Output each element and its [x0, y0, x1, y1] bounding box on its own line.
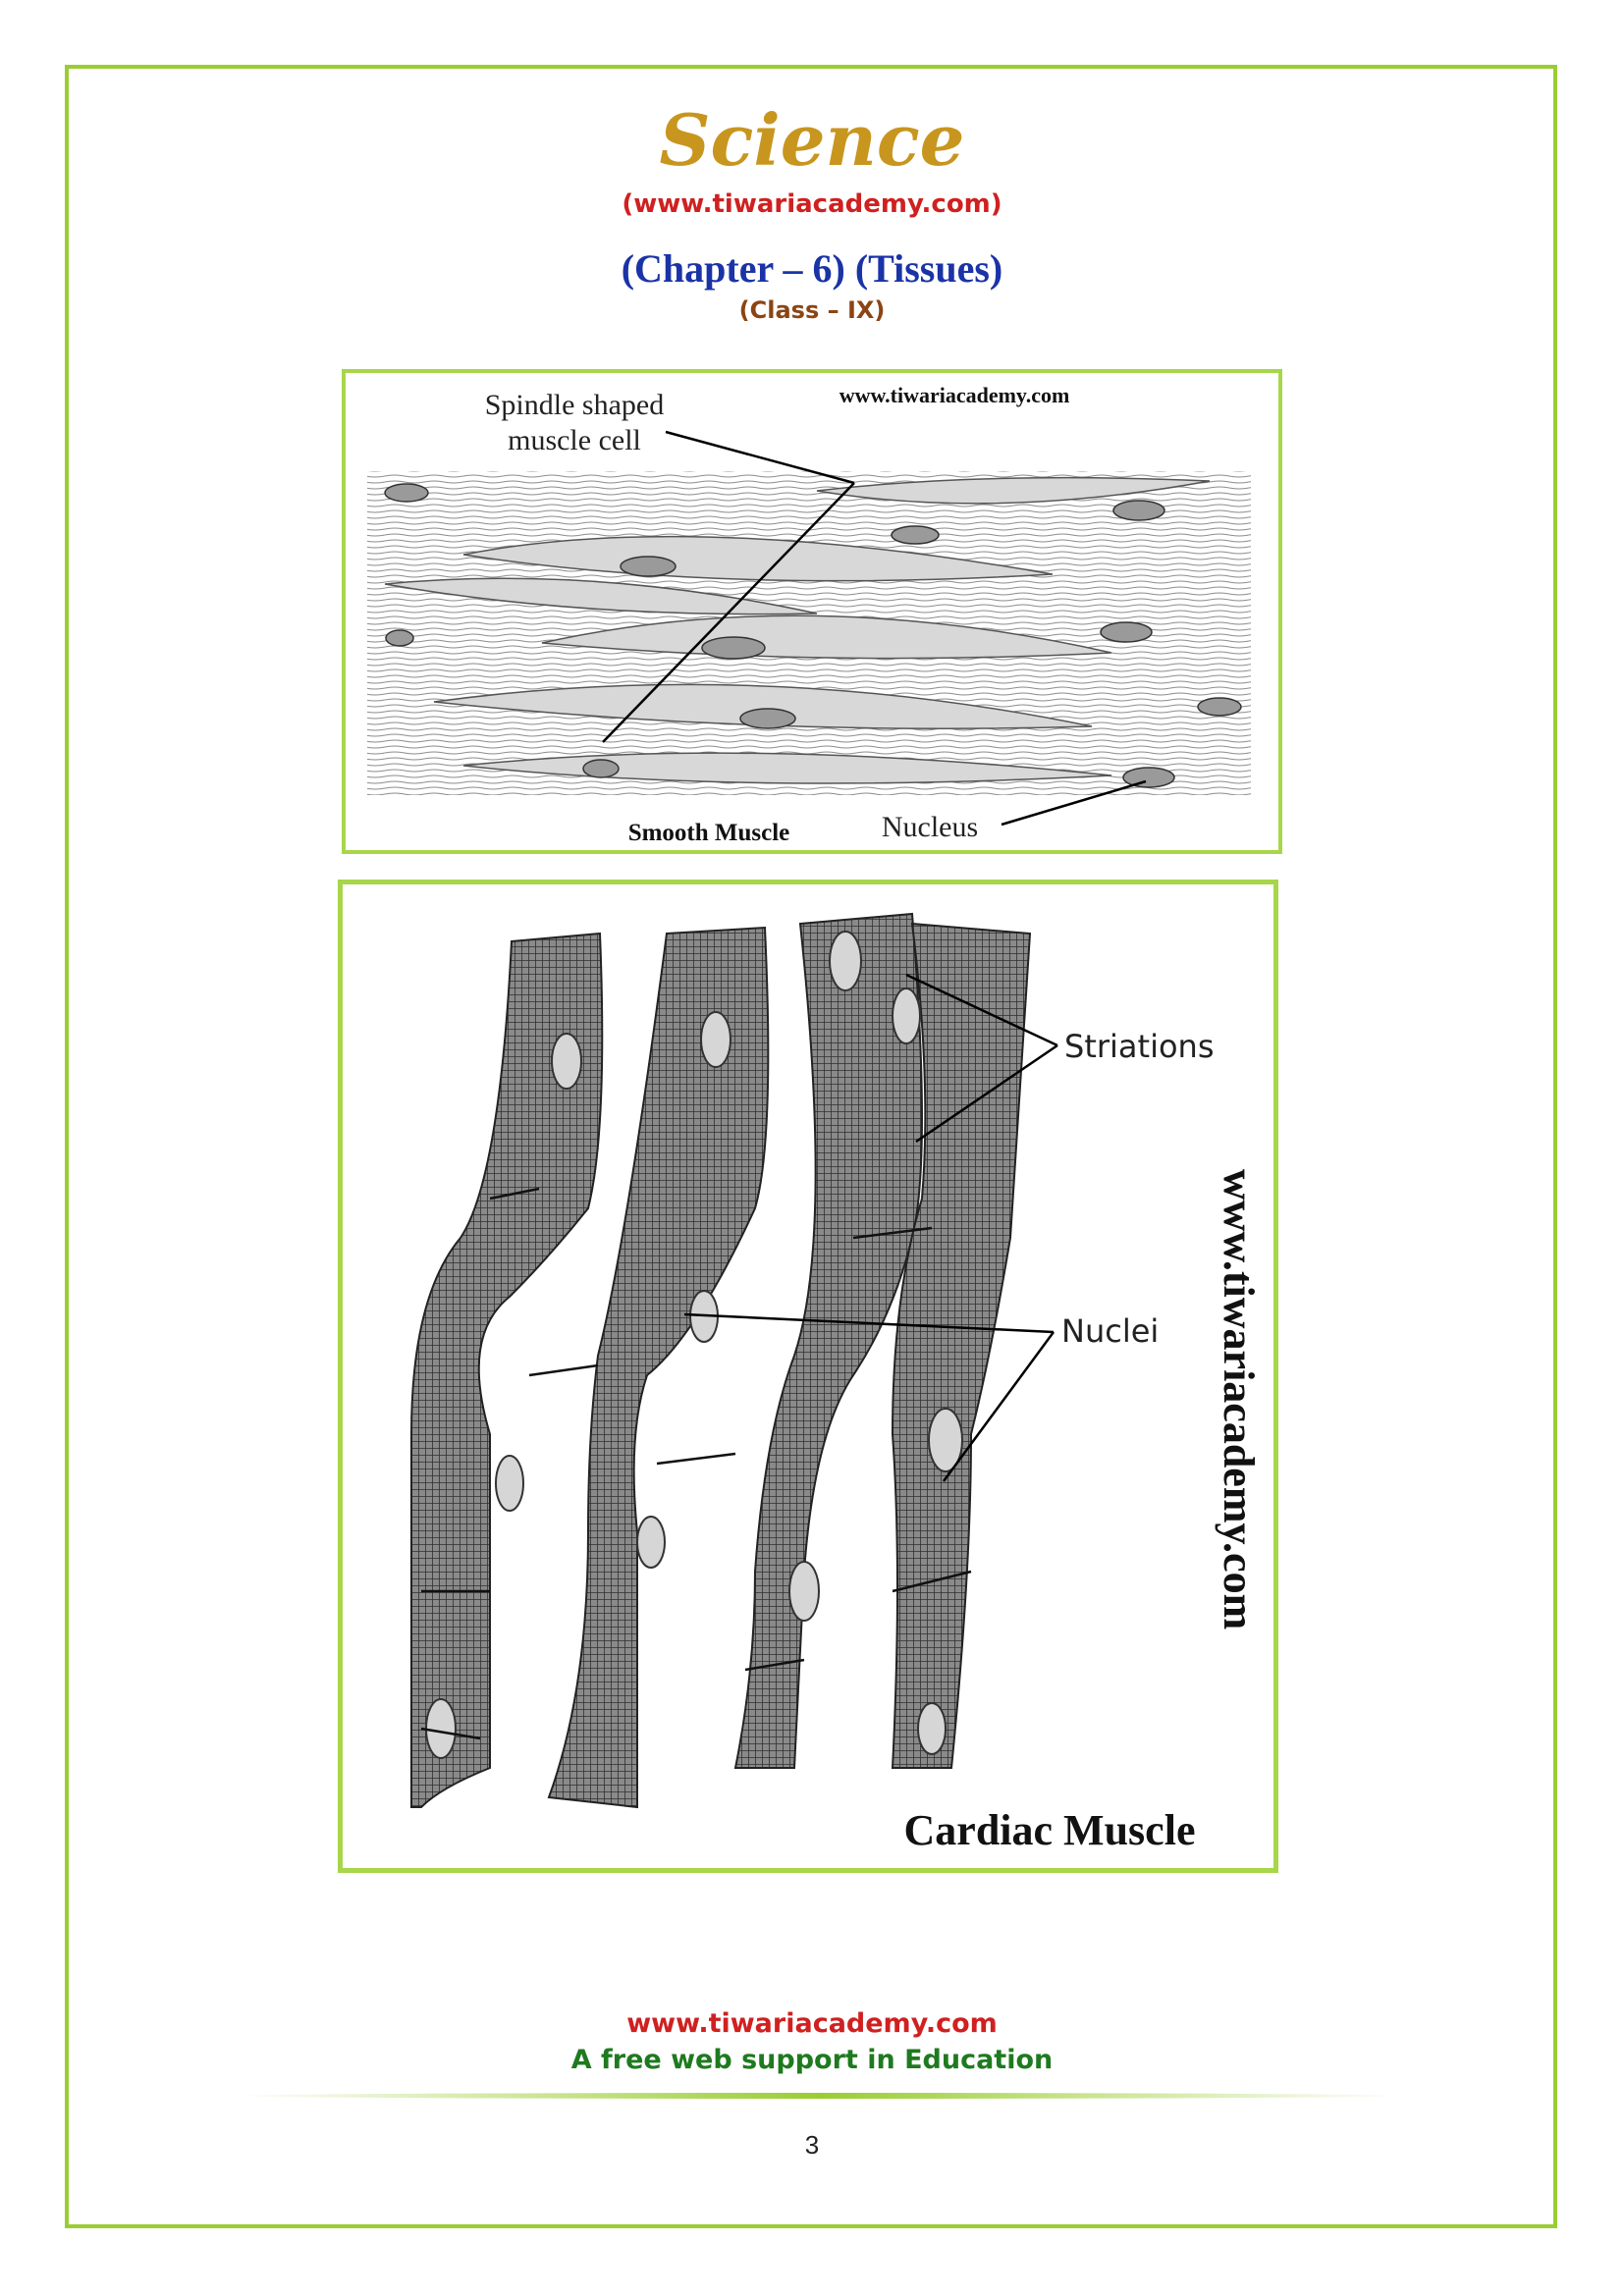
cardiac-muscle-caption: Cardiac Muscle: [903, 1806, 1196, 1854]
cardiac-watermark: www.tiwariacademy.com: [1215, 1169, 1263, 1630]
cardiac-nucleus: [637, 1517, 665, 1568]
smooth-muscle-tissue: [367, 471, 1251, 795]
header-website[interactable]: (www.tiwariacademy.com): [622, 189, 1002, 219]
label-nuclei: Nuclei: [1061, 1312, 1160, 1350]
page-number: 3: [804, 2130, 820, 2160]
smooth-muscle-figure: [342, 369, 1282, 854]
nucleus-shape: [740, 709, 795, 728]
cardiac-nucleus: [496, 1456, 523, 1511]
smooth-muscle-illustration: [346, 373, 1278, 850]
nucleus-shape: [1198, 698, 1241, 716]
nucleus-shape: [1101, 622, 1152, 642]
nucleus-shape: [386, 630, 413, 646]
footer-website[interactable]: www.tiwariacademy.com: [626, 2008, 998, 2039]
label-striations: Striations: [1064, 1028, 1215, 1065]
nucleus-shape: [1113, 501, 1164, 520]
cardiac-nucleus: [552, 1034, 581, 1089]
label-spindle-line2: muscle cell: [508, 424, 641, 456]
class-label: (Class – IX): [738, 296, 886, 324]
footer-tagline: A free web support in Education: [570, 2045, 1054, 2075]
nucleus-shape: [1123, 768, 1174, 787]
cardiac-nucleus: [701, 1012, 731, 1067]
cardiac-nucleus: [426, 1699, 456, 1758]
label-spindle-line1: Spindle shaped: [484, 389, 665, 421]
cardiac-muscle-illustration: [343, 884, 1273, 1868]
smooth-muscle-caption: Smooth Muscle: [627, 820, 790, 846]
smooth-watermark: www.tiwariacademy.com: [839, 383, 1070, 407]
cardiac-nucleus: [789, 1562, 819, 1621]
nucleus-shape: [702, 637, 765, 659]
nucleus-shape: [583, 760, 619, 777]
nucleus-shape: [892, 526, 939, 544]
intercalated-disc: [529, 1365, 598, 1375]
cardiac-nucleus: [830, 932, 861, 990]
nucleus-shape: [385, 484, 428, 502]
cardiac-nucleus: [918, 1703, 946, 1754]
label-nucleus: Nucleus: [881, 811, 979, 843]
page-title: Science: [659, 98, 965, 182]
cardiac-nucleus: [893, 988, 920, 1043]
nucleus-shape: [621, 557, 676, 576]
intercalated-disc: [657, 1454, 735, 1464]
chapter-heading: (Chapter – 6) (Tissues): [621, 246, 1003, 291]
footer-divider: [236, 2092, 1404, 2100]
cardiac-muscle-figure: [338, 880, 1278, 1873]
